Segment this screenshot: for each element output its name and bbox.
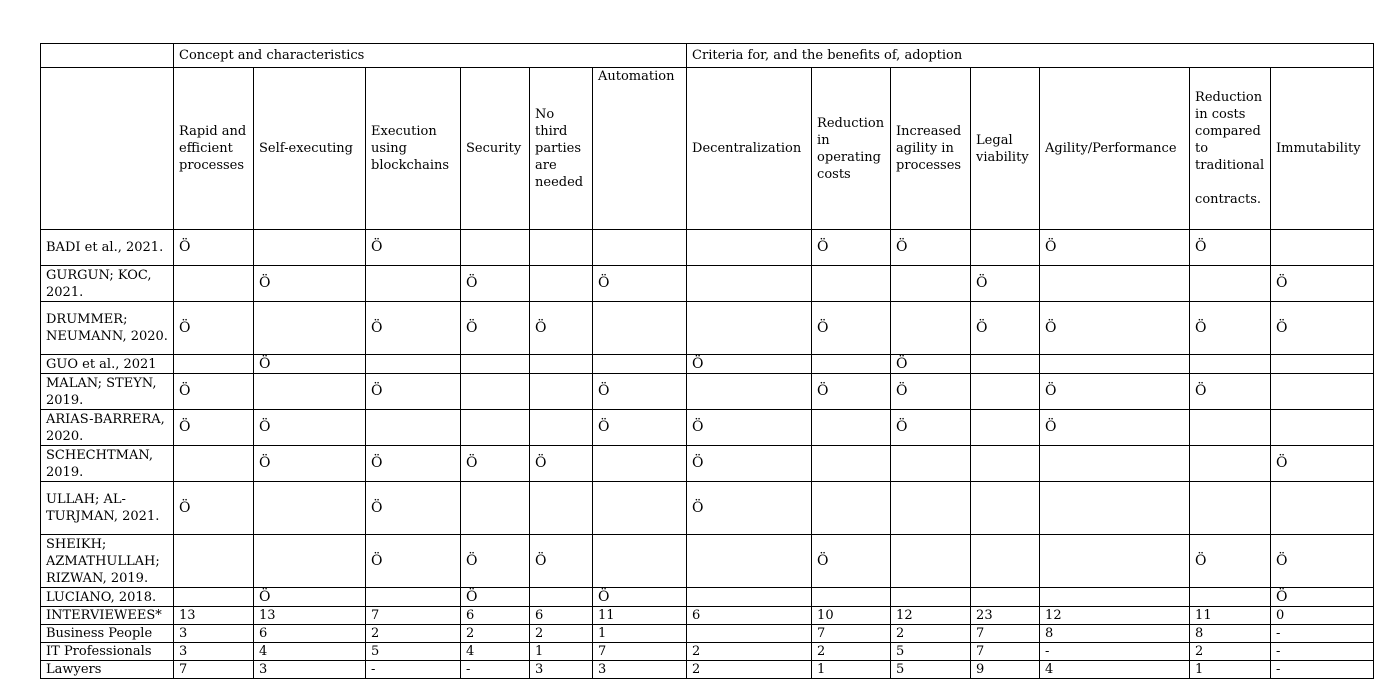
table-row [41, 355, 1374, 374]
count-cell [687, 625, 812, 643]
count-cell: 12 [891, 607, 971, 625]
table-row [41, 374, 1374, 410]
empty-cell [1040, 355, 1190, 374]
empty-cell [1190, 446, 1271, 482]
column-header-1: Rapid and efficient processes [174, 68, 254, 230]
count-cell: 4 [461, 643, 530, 661]
empty-cell [254, 374, 366, 410]
count-cell: 1 [812, 661, 891, 679]
study-label: GURGUN; KOC, 2021. [41, 266, 174, 302]
check-mark: Ö [174, 482, 254, 535]
empty-cell [593, 355, 687, 374]
count-cell: 3 [530, 661, 593, 679]
empty-cell [1040, 266, 1190, 302]
check-mark: Ö [593, 374, 687, 410]
empty-cell [461, 355, 530, 374]
count-cell: 7 [174, 661, 254, 679]
check-mark: Ö [1271, 302, 1374, 355]
count-cell: 10 [812, 607, 891, 625]
count-cell: 3 [174, 625, 254, 643]
count-cell: 13 [254, 607, 366, 625]
check-mark: Ö [254, 266, 366, 302]
empty-cell [366, 588, 461, 607]
column-header-3: Execution using blockchains [366, 68, 461, 230]
count-cell: 6 [687, 607, 812, 625]
count-cell: 7 [971, 643, 1040, 661]
count-cell: 3 [174, 643, 254, 661]
comparison-table [40, 43, 1374, 679]
empty-cell [891, 446, 971, 482]
check-mark: Ö [530, 446, 593, 482]
table-row [41, 588, 1374, 607]
count-cell: 5 [891, 643, 971, 661]
check-mark: Ö [891, 230, 971, 266]
empty-cell [1271, 410, 1374, 446]
count-cell: 3 [254, 661, 366, 679]
count-cell: 4 [1040, 661, 1190, 679]
empty-cell [687, 374, 812, 410]
count-cell: 9 [971, 661, 1040, 679]
count-cell: - [461, 661, 530, 679]
empty-cell [254, 302, 366, 355]
column-header-9: Increased agility in processes [891, 68, 971, 230]
column-header-7: Decentralization [687, 68, 812, 230]
empty-cell [1040, 588, 1190, 607]
check-mark: Ö [530, 535, 593, 588]
empty-cell [891, 535, 971, 588]
empty-cell [366, 410, 461, 446]
empty-cell [687, 302, 812, 355]
empty-cell [1271, 374, 1374, 410]
empty-cell [593, 302, 687, 355]
count-cell: 12 [1040, 607, 1190, 625]
check-mark: Ö [366, 374, 461, 410]
totals-row [41, 661, 1374, 679]
check-mark: Ö [812, 374, 891, 410]
empty-cell [1190, 410, 1271, 446]
table-row [41, 535, 1374, 588]
empty-cell [1190, 355, 1271, 374]
table-row [41, 410, 1374, 446]
group-concept: Concept and characteristics [174, 44, 687, 68]
check-mark: Ö [530, 302, 593, 355]
group-label: IT Professionals [41, 643, 174, 661]
check-mark: Ö [461, 446, 530, 482]
header-corner-cell [41, 68, 174, 230]
column-header-row [41, 68, 1374, 230]
empty-cell [461, 482, 530, 535]
group-label: INTERVIEWEES* [41, 607, 174, 625]
empty-cell [971, 374, 1040, 410]
count-cell: 8 [1040, 625, 1190, 643]
count-cell: 2 [687, 661, 812, 679]
check-mark: Ö [254, 355, 366, 374]
empty-cell [461, 374, 530, 410]
check-mark: Ö [891, 374, 971, 410]
group-label: Lawyers [41, 661, 174, 679]
check-mark: Ö [812, 302, 891, 355]
check-mark: Ö [1040, 230, 1190, 266]
empty-cell [971, 446, 1040, 482]
empty-cell [174, 588, 254, 607]
count-cell: 2 [1190, 643, 1271, 661]
count-cell: - [366, 661, 461, 679]
count-cell: 7 [593, 643, 687, 661]
group-header-row [41, 44, 1374, 68]
count-cell: 1 [593, 625, 687, 643]
check-mark: Ö [174, 302, 254, 355]
count-cell: 4 [254, 643, 366, 661]
check-mark: Ö [891, 410, 971, 446]
empty-cell [812, 355, 891, 374]
empty-cell [971, 588, 1040, 607]
empty-cell [530, 266, 593, 302]
check-mark: Ö [1271, 535, 1374, 588]
count-cell: - [1040, 643, 1190, 661]
count-cell: 7 [812, 625, 891, 643]
check-mark: Ö [891, 355, 971, 374]
empty-cell [1040, 535, 1190, 588]
empty-cell [174, 446, 254, 482]
empty-cell [971, 230, 1040, 266]
check-mark: Ö [254, 588, 366, 607]
empty-cell [366, 266, 461, 302]
empty-cell [971, 535, 1040, 588]
count-cell: - [1271, 661, 1374, 679]
check-mark: Ö [971, 266, 1040, 302]
count-cell: 11 [1190, 607, 1271, 625]
check-mark: Ö [593, 266, 687, 302]
check-mark: Ö [461, 535, 530, 588]
empty-cell [254, 482, 366, 535]
study-label: MALAN; STEYN, 2019. [41, 374, 174, 410]
empty-cell [891, 266, 971, 302]
empty-cell [530, 374, 593, 410]
column-header-4: Security [461, 68, 530, 230]
study-label: SHEIKH; AZMATHULLAH; RIZWAN, 2019. [41, 535, 174, 588]
check-mark: Ö [1271, 266, 1374, 302]
count-cell: 6 [254, 625, 366, 643]
count-cell: 7 [366, 607, 461, 625]
count-cell: 2 [366, 625, 461, 643]
count-cell: 11 [593, 607, 687, 625]
totals-row [41, 625, 1374, 643]
study-label: LUCIANO, 2018. [41, 588, 174, 607]
empty-cell [971, 355, 1040, 374]
table-row [41, 446, 1374, 482]
count-cell: 2 [891, 625, 971, 643]
group-criteria: Criteria for, and the benefits of, adoption [687, 44, 1374, 68]
column-header-2: Self-executing [254, 68, 366, 230]
table-row [41, 266, 1374, 302]
study-label: ULLAH; AL-TURJMAN, 2021. [41, 482, 174, 535]
empty-cell [1271, 230, 1374, 266]
empty-cell [687, 535, 812, 588]
empty-cell [812, 482, 891, 535]
check-mark: Ö [174, 230, 254, 266]
empty-cell [687, 230, 812, 266]
empty-cell [174, 535, 254, 588]
check-mark: Ö [461, 588, 530, 607]
check-mark: Ö [366, 482, 461, 535]
check-mark: Ö [366, 302, 461, 355]
check-mark: Ö [812, 230, 891, 266]
count-cell: 1 [530, 643, 593, 661]
check-mark: Ö [1040, 410, 1190, 446]
count-cell: 1 [1190, 661, 1271, 679]
check-mark: Ö [1271, 446, 1374, 482]
empty-cell [593, 482, 687, 535]
empty-cell [812, 266, 891, 302]
check-mark: Ö [1040, 302, 1190, 355]
study-label: SCHECHTMAN, 2019. [41, 446, 174, 482]
corner-cell [41, 44, 174, 68]
empty-cell [1040, 446, 1190, 482]
check-mark: Ö [593, 588, 687, 607]
check-mark: Ö [254, 410, 366, 446]
count-cell: 8 [1190, 625, 1271, 643]
check-mark: Ö [366, 230, 461, 266]
column-header-13: Immutability [1271, 68, 1374, 230]
empty-cell [687, 266, 812, 302]
empty-cell [174, 266, 254, 302]
check-mark: Ö [1190, 230, 1271, 266]
empty-cell [1271, 482, 1374, 535]
empty-cell [971, 482, 1040, 535]
check-mark: Ö [687, 355, 812, 374]
empty-cell [1040, 482, 1190, 535]
column-header-6: Automation [593, 68, 687, 230]
count-cell: - [1271, 625, 1374, 643]
column-header-12: Reduction in costs compared to traditional contracts. [1190, 68, 1271, 230]
table-row [41, 302, 1374, 355]
empty-cell [593, 230, 687, 266]
column-header-8: Reduction in operating costs [812, 68, 891, 230]
check-mark: Ö [461, 302, 530, 355]
table-row [41, 230, 1374, 266]
empty-cell [687, 588, 812, 607]
check-mark: Ö [1190, 535, 1271, 588]
column-header-5: No third parties are needed [530, 68, 593, 230]
empty-cell [593, 446, 687, 482]
check-mark: Ö [366, 446, 461, 482]
check-mark: Ö [461, 266, 530, 302]
empty-cell [530, 355, 593, 374]
check-mark: Ö [971, 302, 1040, 355]
count-cell: 7 [971, 625, 1040, 643]
empty-cell [530, 588, 593, 607]
count-cell: 2 [687, 643, 812, 661]
empty-cell [530, 230, 593, 266]
count-cell: 5 [891, 661, 971, 679]
check-mark: Ö [366, 535, 461, 588]
study-label: ARIAS-BARRERA, 2020. [41, 410, 174, 446]
empty-cell [812, 588, 891, 607]
count-cell: 3 [593, 661, 687, 679]
check-mark: Ö [1271, 588, 1374, 607]
empty-cell [366, 355, 461, 374]
column-header-10: Legal viability [971, 68, 1040, 230]
study-label: GUO et al., 2021 [41, 355, 174, 374]
count-cell: 5 [366, 643, 461, 661]
count-cell: 23 [971, 607, 1040, 625]
empty-cell [812, 446, 891, 482]
count-cell: 6 [530, 607, 593, 625]
check-mark: Ö [687, 446, 812, 482]
empty-cell [461, 410, 530, 446]
count-cell: 2 [812, 643, 891, 661]
column-header-11: Agility/Performance [1040, 68, 1190, 230]
totals-row [41, 607, 1374, 625]
study-label: DRUMMER; NEUMANN, 2020. [41, 302, 174, 355]
count-cell: 13 [174, 607, 254, 625]
count-cell: 0 [1271, 607, 1374, 625]
totals-row [41, 643, 1374, 661]
empty-cell [971, 410, 1040, 446]
empty-cell [530, 410, 593, 446]
count-cell: 2 [461, 625, 530, 643]
count-cell: - [1271, 643, 1374, 661]
empty-cell [1190, 266, 1271, 302]
table-row [41, 482, 1374, 535]
check-mark: Ö [812, 535, 891, 588]
empty-cell [1190, 588, 1271, 607]
check-mark: Ö [174, 374, 254, 410]
check-mark: Ö [1190, 302, 1271, 355]
check-mark: Ö [687, 410, 812, 446]
empty-cell [254, 535, 366, 588]
check-mark: Ö [174, 410, 254, 446]
empty-cell [461, 230, 530, 266]
study-label: BADI et al., 2021. [41, 230, 174, 266]
empty-cell [593, 535, 687, 588]
group-label: Business People [41, 625, 174, 643]
check-mark: Ö [1190, 374, 1271, 410]
count-cell: 6 [461, 607, 530, 625]
check-mark: Ö [593, 410, 687, 446]
empty-cell [1190, 482, 1271, 535]
empty-cell [174, 355, 254, 374]
empty-cell [254, 230, 366, 266]
empty-cell [530, 482, 593, 535]
empty-cell [891, 482, 971, 535]
check-mark: Ö [1040, 374, 1190, 410]
check-mark: Ö [687, 482, 812, 535]
empty-cell [891, 588, 971, 607]
comparison-table-wrapper [40, 43, 1373, 679]
empty-cell [812, 410, 891, 446]
empty-cell [1271, 355, 1374, 374]
empty-cell [891, 302, 971, 355]
check-mark: Ö [254, 446, 366, 482]
count-cell: 2 [530, 625, 593, 643]
